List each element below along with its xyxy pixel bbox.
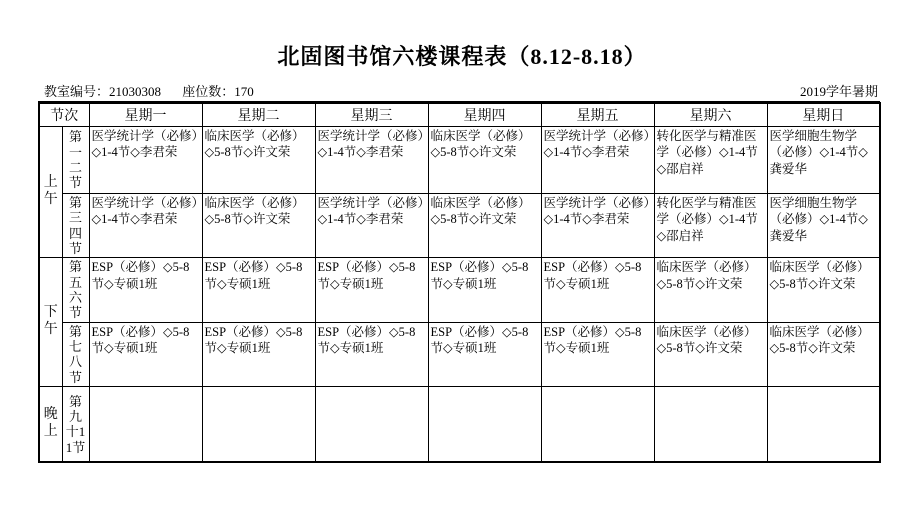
day-header-sunday: 星期日	[767, 103, 880, 127]
course-cell-empty	[428, 386, 541, 462]
course-cell: 临床医学（必修）◇5-8节◇许文荣	[654, 258, 767, 322]
period-label-3-4: 第三四节	[62, 194, 89, 258]
course-cell: 临床医学（必修）◇5-8节◇许文荣	[428, 127, 541, 194]
course-cell: ESP（必修）◇5-8节◇专硕1班	[89, 258, 202, 322]
day-header-tuesday: 星期二	[202, 103, 315, 127]
seat-count: 座位数：170	[182, 84, 254, 99]
course-cell: ESP（必修）◇5-8节◇专硕1班	[202, 258, 315, 322]
course-cell: 医学细胞生物学（必修）◇1-4节◇龚爱华	[767, 194, 880, 258]
period-row-7-8	[39, 322, 880, 386]
term-label: 2019学年暑期	[799, 84, 878, 99]
period-label-9-11: 第九十11节	[62, 386, 89, 462]
course-cell: ESP（必修）◇5-8节◇专硕1班	[315, 258, 428, 322]
course-cell: ESP（必修）◇5-8节◇专硕1班	[428, 322, 541, 386]
period-row-1-2	[39, 127, 880, 194]
course-cell: ESP（必修）◇5-8节◇专硕1班	[202, 322, 315, 386]
course-cell: ESP（必修）◇5-8节◇专硕1班	[541, 258, 654, 322]
course-cell-empty	[202, 386, 315, 462]
course-cell: 医学统计学（必修）◇1-4节◇李君荣	[541, 127, 654, 194]
course-cell: 临床医学（必修）◇5-8节◇许文荣	[654, 322, 767, 386]
course-cell: 临床医学（必修）◇5-8节◇许文荣	[428, 194, 541, 258]
course-cell: 医学细胞生物学（必修）◇1-4节◇龚爱华	[767, 127, 880, 194]
day-header-thursday: 星期四	[428, 103, 541, 127]
course-cell: 医学统计学（必修）◇1-4节◇李君荣	[315, 127, 428, 194]
course-cell: 转化医学与精准医学（必修）◇1-4节◇邵启祥	[654, 194, 767, 258]
course-cell: 临床医学（必修）◇5-8节◇许文荣	[767, 322, 880, 386]
course-cell: 医学统计学（必修）◇1-4节◇李君荣	[89, 194, 202, 258]
course-cell: 临床医学（必修）◇5-8节◇许文荣	[767, 258, 880, 322]
period-label-1-2: 第一二节	[62, 127, 89, 194]
day-header-friday: 星期五	[541, 103, 654, 127]
course-cell: ESP（必修）◇5-8节◇专硕1班	[428, 258, 541, 322]
page-title: 北固图书馆六楼课程表（8.12-8.18）	[277, 44, 647, 69]
course-cell-empty	[541, 386, 654, 462]
course-cell: 医学统计学（必修）◇1-4节◇李君荣	[89, 127, 202, 194]
period-row-5-6	[39, 258, 880, 322]
course-cell: 临床医学（必修）◇5-8节◇许文荣	[202, 194, 315, 258]
info-left	[44, 81, 272, 100]
day-header-saturday: 星期六	[654, 103, 767, 127]
course-cell: ESP（必修）◇5-8节◇专硕1班	[315, 322, 428, 386]
day-header-wednesday: 星期三	[315, 103, 428, 127]
day-header-monday: 星期一	[89, 103, 202, 127]
group-label-evening: 晚上	[39, 386, 62, 462]
group-label-afternoon: 下午	[39, 258, 62, 387]
period-row-9-11	[39, 386, 880, 462]
timetable	[38, 102, 881, 463]
course-cell-empty	[315, 386, 428, 462]
course-cell: ESP（必修）◇5-8节◇专硕1班	[89, 322, 202, 386]
group-label-morning: 上午	[39, 127, 62, 258]
course-cell: 转化医学与精准医学（必修）◇1-4节◇邵启祥	[654, 127, 767, 194]
course-cell: 医学统计学（必修）◇1-4节◇李君荣	[315, 194, 428, 258]
course-cell: 医学统计学（必修）◇1-4节◇李君荣	[541, 194, 654, 258]
period-label-5-6: 第五六节	[62, 258, 89, 322]
course-cell-empty	[89, 386, 202, 462]
period-row-3-4	[39, 194, 880, 258]
course-cell: 临床医学（必修）◇5-8节◇许文荣	[202, 127, 315, 194]
info-bar	[38, 81, 880, 102]
course-cell: ESP（必修）◇5-8节◇专硕1班	[541, 322, 654, 386]
corner-header: 节次	[39, 103, 89, 127]
course-cell-empty	[767, 386, 880, 462]
header-row	[39, 103, 880, 127]
course-cell-empty	[654, 386, 767, 462]
room-number: 教室编号：21030308	[44, 84, 162, 99]
period-label-7-8: 第七八节	[62, 322, 89, 386]
